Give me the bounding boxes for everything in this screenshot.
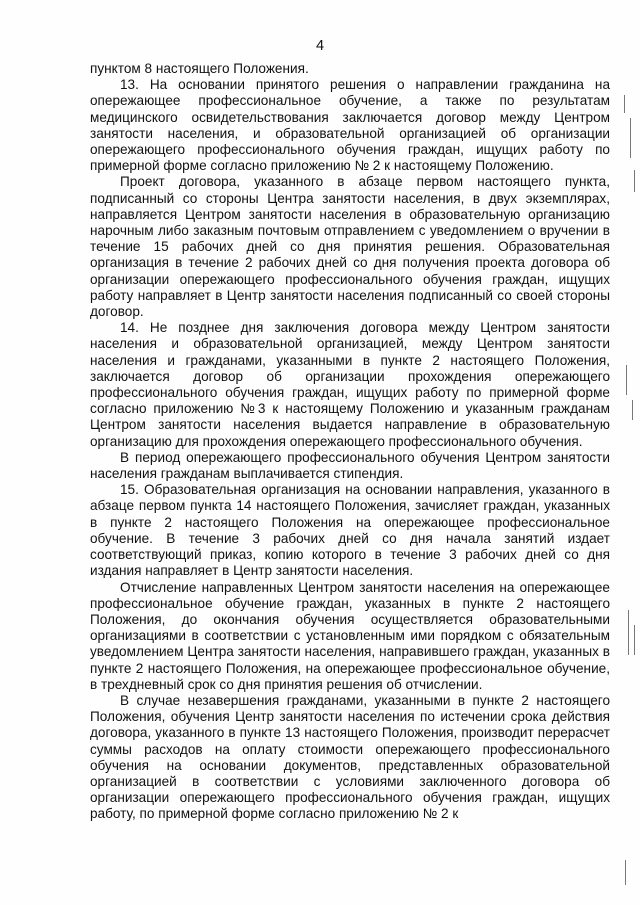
paragraph-item-14: 14. Не позднее дня заключения договора между Центром занятости населения и образовательной организацией, между Центром занятости населения и гражданами, указанными в пункте 2 настоящего Положения, заключается договор об организации прохождения опережающего профессионального обучения граждан, ищущих работу по примерной форме согласно приложению №3 к настоящему Положению и указанным гражданам Центром занятости населения выдается направление в образовательную организацию для прохождения опережающего профессионального обучения. [90, 320, 610, 449]
paragraph-expulsion: Отчисление направленных Центром занятости населения на опережающее профессиональное обучение граждан, указанных в пункте 2 настоящего Положения, до окончания обучения осуществляется образовательными организациями в соответствии с установленным ими порядком с обязательным уведомлением Центра занятости населения, направившего граждан, указанных в пункте 2 настоящего Положения, на опережающее профессиональное обучение, в трехдневный срок со дня принятия решения об отчислении. [90, 579, 610, 692]
paragraph-incomplete-training: В случае незавершения гражданами, указанными в пункте 2 настоящего Положения, обучения Центр занятости населения по истечении срока действия договора, указанного в пункте 13 настоящего Положения, производит перерасчет суммы расходов на оплату стоимости опережающего профессионального обучения на основании документов, представленных образовательной организацией в соответствии с условиями заключенного договора об организации опережающего профессионального обучения граждан, ищущих работу, по примерной форме согласно приложению № 2 к [90, 692, 610, 822]
scan-edge-artifacts [616, 0, 640, 905]
paragraph-draft-contract: Проект договора, указанного в абзаце первом настоящего пункта, подписанный со стороны Центра занятости населения, в двух экземплярах, направляется Центром занятости населения в образовательную организацию нарочным либо заказным почтовым отправлением с уведомлением о вручении в течение 15 рабочих дней со дня принятия решения. Образовательная организация в течение 2 рабочих дней со дня получения проекта договора об организации опережающего профессионального обучения граждан, ищущих работу направляет в Центр занятости населения подписанный со своей стороны договор. [90, 174, 610, 320]
paragraph-item-13: 13. На основании принятого решения о направлении гражданина на опережающее профессиональное обучение, а также по результатам медицинского освидетельствования заключается договор между Центром занятости населения, и образовательной организацией об организации опережающего профессионального обучения граждан, ищущих работу по примерной форме согласно приложению № 2 к настоящему Положению. [90, 77, 610, 174]
page-number: 4 [315, 38, 325, 54]
paragraph-item-15: 15. Образовательная организация на основании направления, указанного в абзаце первом пункта 14 настоящего Положения, зачисляет граждан, указанных в пункте 2 настоящего Положения на опережающее профессиональное обучение. В течение 3 рабочих дней со дня начала занятий издает соответствующий приказ, копию которого в течение 3 рабочих дней со дня издания направляет в Центр занятости населения. [90, 482, 610, 579]
paragraph-continuation: пунктом 8 настоящего Положения. [90, 61, 309, 76]
document-body [90, 61, 610, 823]
paragraph-stipend: В период опережающего профессионального обучения Центром занятости населения гражданам выплачивается стипендия. [90, 449, 610, 482]
